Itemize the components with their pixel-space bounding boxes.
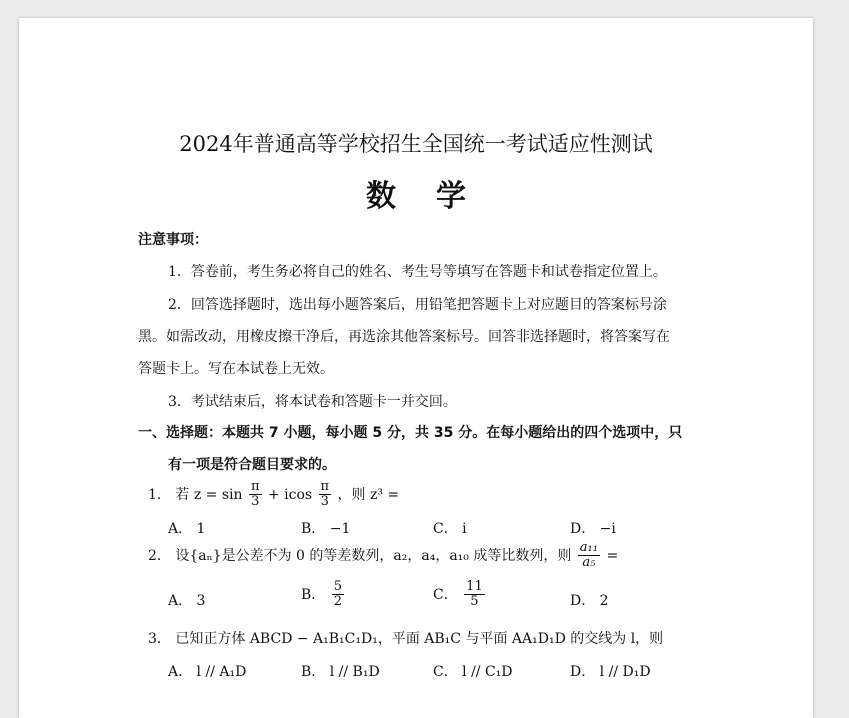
notice-item-2-line-2: 黑。如需改动，用橡皮擦干净后，再选涂其他答案标号。回答非选择题时，将答案写在 [138,329,670,345]
question-2-tail: = [606,547,619,564]
option-label: C． [433,586,458,603]
question-2-option-a: A． 3 [168,593,206,609]
fraction-denominator: 2 [333,594,343,610]
fraction-denominator: 3 [251,494,260,510]
question-3-text: 已知正方体 ABCD − A₁B₁C₁D₁，平面 AB₁C 与平面 AA₁D₁D 的交线为 l，则 [175,631,664,647]
subject-title: 数学 [366,179,506,214]
question-2-fraction [578,541,600,571]
notice-item-2-line-3: 答题卡上。写在本试卷上无效。 [138,361,334,377]
fraction-numerator: 5 [333,579,343,594]
notice-item-3: 3．考试结束后，将本试卷和答题卡一并交回。 [168,394,457,410]
question-3-stem [148,628,663,648]
option-label: B． [301,586,326,603]
fraction-numerator: a₁₁ [579,540,598,555]
question-1-fraction-2 [319,480,332,510]
document-page [19,18,813,718]
question-1-option-d: D． −i [570,521,616,537]
question-1-stem [148,480,399,510]
fraction-numerator: 11 [466,579,483,594]
question-2-option-d: D． 2 [570,593,609,609]
question-2-stem [148,541,618,571]
option-c-fraction [464,580,485,610]
question-3-option-c: C． l // C₁D [433,664,513,680]
question-3-option-d: D． l // D₁D [570,664,651,680]
fraction-denominator: 5 [470,594,479,610]
question-1-option-a: A． 1 [168,521,206,537]
question-1-fraction-1 [249,480,262,510]
question-2-option-c [433,580,487,610]
section-1-heading-line-1: 一、选择题：本题共 7 小题，每小题 5 分，共 35 分。在每小题给出的四个选项中，只 [138,425,683,441]
question-1-suffix: ，则 z³ = [337,486,400,503]
fraction-numerator: π [320,479,330,494]
option-b-fraction [332,580,344,610]
question-2-option-b [301,580,346,610]
question-1-option-b: B． −1 [301,521,351,537]
question-1-number: 1． [148,486,171,503]
question-1-middle: + icos [267,486,313,503]
fraction-denominator: 3 [320,494,329,510]
fraction-numerator: π [250,479,260,494]
section-1-heading-line-2: 有一项是符合题目要求的。 [168,457,336,473]
question-3-option-b: B． l // B₁D [301,664,380,680]
question-2-text: 设{aₙ}是公差不为 0 的等差数列，a₂，a₄，a₁₀ 成等比数列，则 [175,547,572,564]
notice-item-2-line-1: 2．回答选择题时，选出每小题答案后，用铅笔把答题卡上对应题目的答案标号涂 [168,297,667,313]
question-3-option-a: A． l // A₁D [168,664,247,680]
question-1-prefix: 若 z = sin [175,486,243,503]
notice-item-1: 1．答卷前，考生务必将自己的姓名、考生号等填写在答题卡和试卷指定位置上。 [168,264,667,280]
question-1-option-c: C． i [433,521,467,537]
exam-title: 2024年普通高等学校招生全国统一考试适应性测试 [179,132,653,156]
fraction-denominator: a₅ [582,555,596,571]
question-3-number: 3． [148,631,171,647]
question-2-number: 2． [148,547,171,564]
notice-heading: 注意事项： [138,232,208,248]
